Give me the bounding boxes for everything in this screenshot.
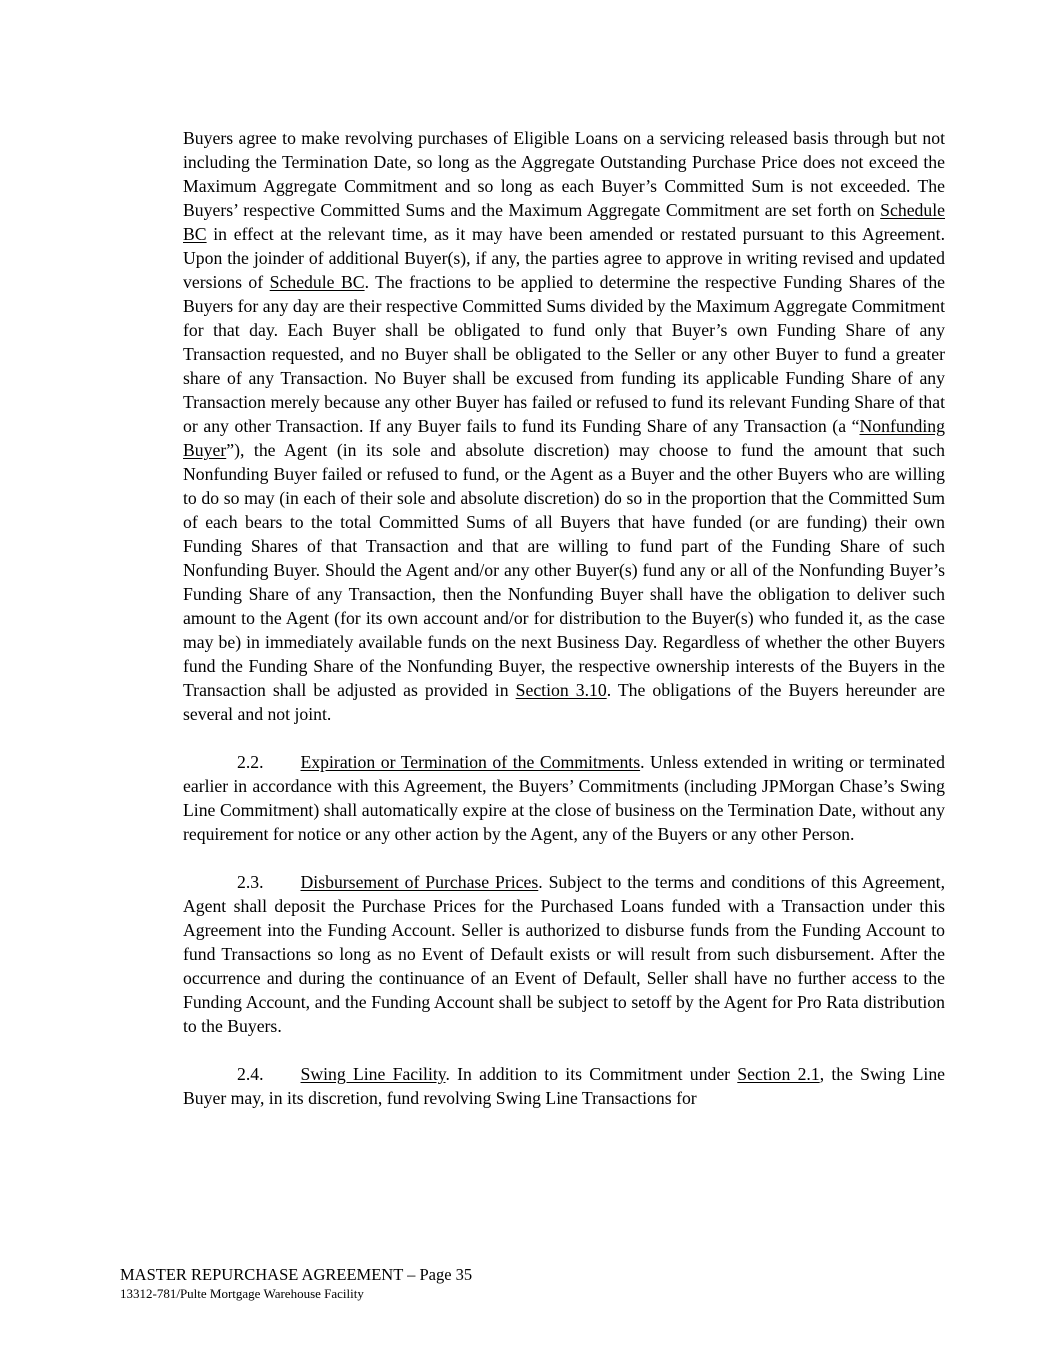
paragraph-text: . The fractions to be applied to determine the respective Funding Shares of the Buyers for any day are their respective Committed Sums divided by the Maximum Aggregate Commitment for that day. Each Buyer shall be obligated to fund only that Buyer’s own Funding Share of any Transaction requested, and no Buyer shall be obligated to the Seller or any other Buyer to fund a greater share of any Transaction. No Buyer shall be excused from funding its applicable Funding Share of any Transaction merely because any other Buyer has failed or refused to fund its relevant Funding Share of that or any other Transaction. If any Buyer fails to fund its Funding Share of any Transaction (a “ (183, 272, 946, 436)
nonfunding-buyer-defined-term: Nonfunding Buyer (183, 416, 945, 460)
footer-matter-reference: 13312-781/Pulte Mortgage Warehouse Facility (120, 1286, 364, 1301)
paragraph-section-2-1-continuation (183, 126, 945, 726)
paragraph-text: . In addition to its Commitment under (445, 1064, 738, 1084)
page-footer (120, 1264, 472, 1302)
paragraph-text: . Subject to the terms and conditions of this Agreement, Agent shall deposit the Purchase Prices for the Purchased Loans funded with a Transaction under this Agreement into the Funding Account. Seller is authorized to disburse funds from the Funding Account to fund Transactions so long as no Event of Default exists or will result from such disbursement. After the occurrence and during the continuance of an Event of Default, Seller shall have no further access to the Funding Account, and the Funding Account shall be subject to setoff by the Agent for Pro Rata distribution to the Buyers. (183, 872, 946, 1036)
paragraph-section-2-2 (183, 750, 945, 846)
section-3-10-reference: Section 3.10 (515, 680, 607, 700)
section-number: 2.2. (237, 752, 264, 772)
paragraph-text: . The obligations of the Buyers hereunder are several and not joint. (183, 680, 945, 724)
schedule-bc-reference: Schedule BC (269, 272, 365, 292)
section-heading: Swing Line Facility (300, 1064, 446, 1084)
paragraph-text: ”), the Agent (in its sole and absolute discretion) may choose to fund the amount that such Nonfunding Buyer failed or refused to fund, or the Agent as a Buyer and the other Buyers who are willing to do so may (in each of their sole and absolute discretion) do so in the proportion that the Committed Sum of each bears to the total Committed Sums of all Buyers that have funded (or are funding) their own Funding Shares of that Transaction and that are willing to fund part of the Funding Share of such Nonfunding Buyer. Should the Agent and/or any other Buyer(s) fund any or all of the Nonfunding Buyer’s Funding Share of any Transaction, then the Nonfunding Buyer shall have the obligation to deliver such amount to the Agent (for its own account and/or for distribution to the Buyer(s) who funded it, as the case may be) in immediately available funds on the next Business Day. Regardless of whether the other Buyers fund the Funding Share of the Nonfunding Buyer, the respective ownership interests of the Buyers in the Transaction shall be adjusted as provided in (183, 440, 945, 700)
document-text-block (183, 126, 945, 1110)
section-heading: Expiration or Termination of the Commitments (300, 752, 641, 772)
section-2-1-reference: Section 2.1 (737, 1064, 820, 1084)
footer-document-title: MASTER REPURCHASE AGREEMENT – Page 35 (120, 1265, 473, 1284)
section-number: 2.4. (237, 1064, 264, 1084)
section-heading: Disbursement of Purchase Prices (300, 872, 539, 892)
section-number: 2.3. (237, 872, 264, 892)
paragraph-text: in effect at the relevant time, as it may have been amended or restated pursuant to this Agreement. Upon the joinder of additional Buyer(s), if any, the parties agree to approve in writing revised and updated versions of (183, 224, 945, 292)
paragraph-section-2-4 (183, 1062, 945, 1110)
paragraph-text: . Unless extended in writing or terminated earlier in accordance with this Agreement, the Buyers’ Commitments (including JPMorgan Chase’s Swing Line Commitment) shall automatically expire at the close of business on the Termination Date, without any requirement for notice or any other action by the Agent, any of the Buyers or any other Person. (183, 752, 945, 844)
schedule-bc-reference: Schedule BC (183, 200, 945, 244)
paragraph-text: Buyers agree to make revolving purchases of Eligible Loans on a servicing released basis through but not including the Termination Date, so long as the Aggregate Outstanding Purchase Price does not exceed the Maximum Aggregate Commitment and so long as each Buyer’s Committed Sum is not exceeded. The Buyers’ respective Committed Sums and the Maximum Aggregate Commitment are set forth on (183, 128, 945, 220)
paragraph-section-2-3 (183, 870, 945, 1038)
paragraph-text: , the Swing Line Buyer may, in its discretion, fund revolving Swing Line Transactions for (183, 1064, 946, 1108)
